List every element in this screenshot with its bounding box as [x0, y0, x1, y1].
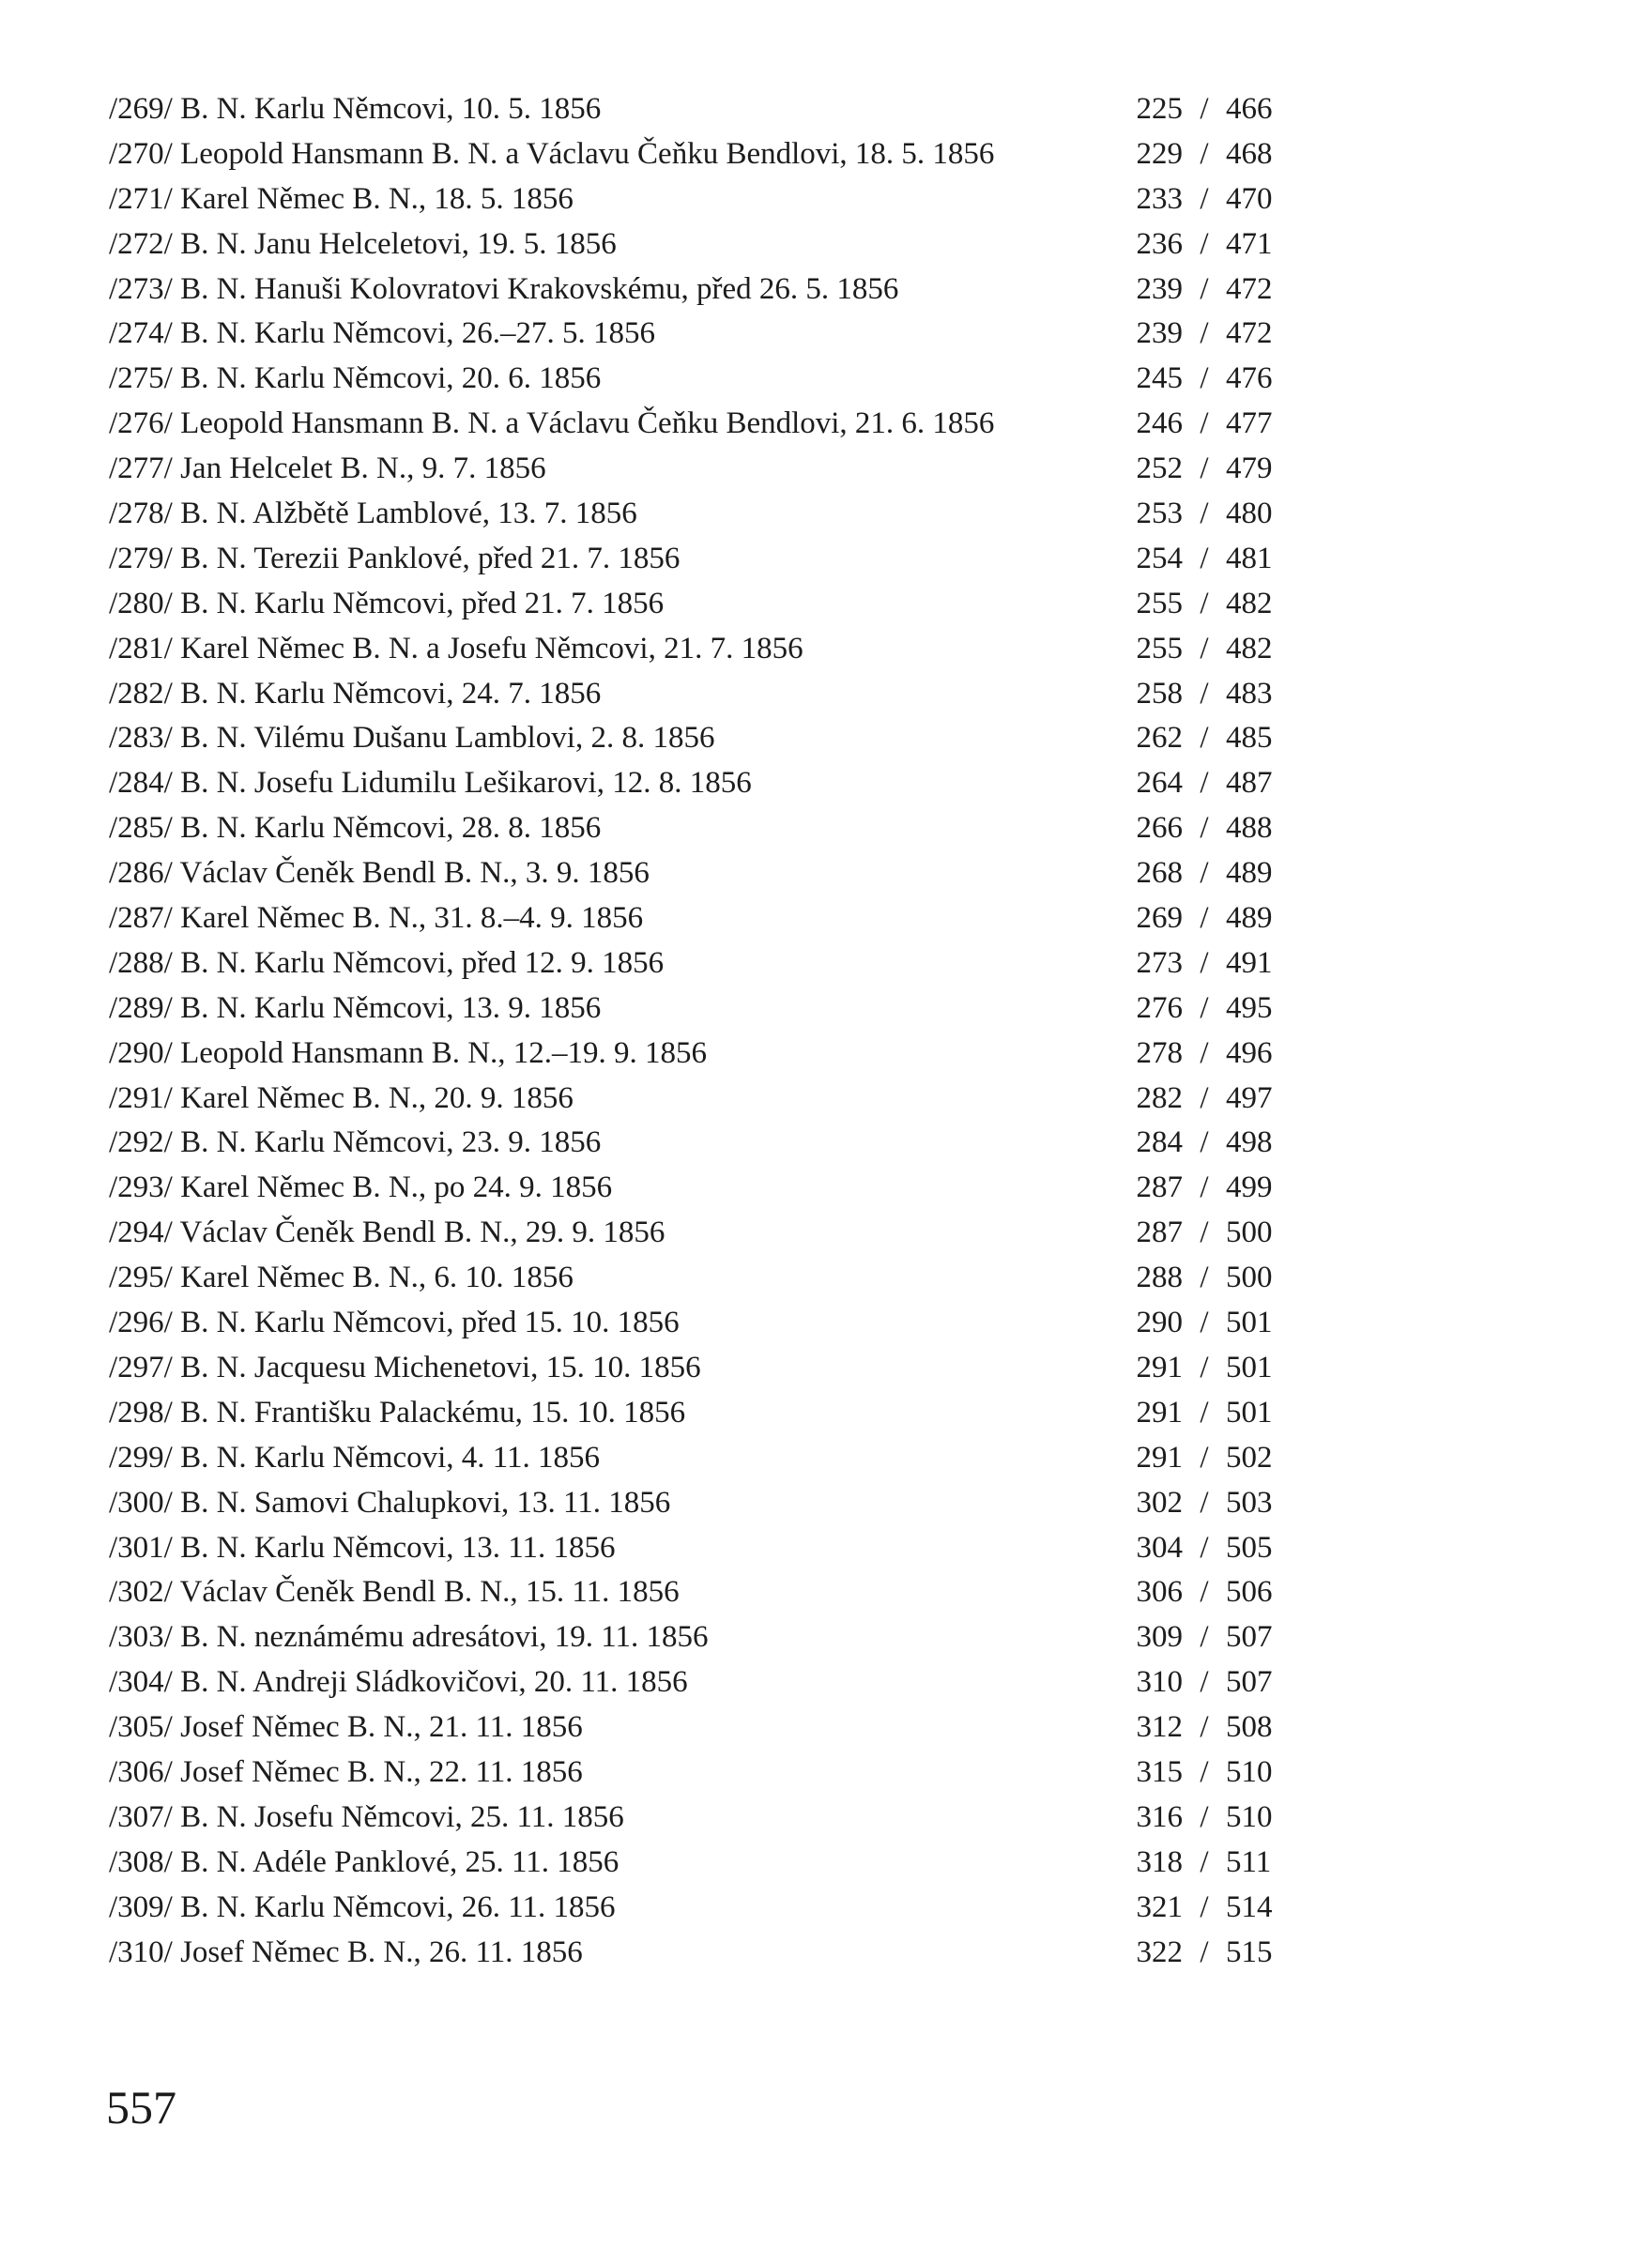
page-separator: /: [1200, 901, 1209, 936]
entry-page-commentary: 497: [1226, 1080, 1273, 1115]
entry-title: /303/ B. N. neznámému adresátovi, 19. 11. 1856: [109, 1620, 709, 1655]
entry-title: /292/ B. N. Karlu Němcovi, 23. 9. 1856: [109, 1125, 602, 1160]
page-separator: /: [1200, 1754, 1209, 1789]
entry-page-text: 310: [1136, 1665, 1183, 1700]
entry-title: /281/ Karel Němec B. N. a Josefu Němcovi, 21. 7. 1856: [109, 631, 803, 665]
entry-page-text: 318: [1136, 1844, 1183, 1879]
page-separator: /: [1200, 1080, 1209, 1115]
entry-page-commentary: 507: [1226, 1665, 1273, 1700]
toc-entry: [109, 672, 1282, 717]
entry-page-references: [1123, 447, 1282, 492]
toc-entry: [109, 1301, 1282, 1346]
entry-page-text: 321: [1136, 1889, 1183, 1924]
entry-page-references: [1123, 1660, 1282, 1705]
entry-title: /279/ B. N. Terezii Panklové, před 21. 7. 1856: [109, 541, 681, 575]
page-separator: /: [1200, 226, 1209, 261]
entry-page-text: 255: [1136, 586, 1183, 620]
entry-page-commentary: 503: [1226, 1485, 1273, 1520]
page-separator: /: [1200, 1170, 1209, 1205]
entry-page-references: [1123, 1211, 1282, 1256]
entry-page-references: [1123, 1570, 1282, 1615]
entry-page-references: [1123, 1526, 1282, 1571]
entry-page-commentary: 495: [1226, 990, 1273, 1025]
page-separator: /: [1200, 766, 1209, 801]
entry-page-commentary: 481: [1226, 541, 1273, 575]
toc-entry: [109, 627, 1282, 672]
entry-title: /299/ B. N. Karlu Němcovi, 4. 11. 1856: [109, 1440, 601, 1475]
entry-page-references: [1123, 1615, 1282, 1660]
page-separator: /: [1200, 586, 1209, 620]
page-separator: /: [1200, 1530, 1209, 1565]
entry-page-references: [1123, 1391, 1282, 1436]
entry-title: /310/ Josef Němec B. N., 26. 11. 1856: [109, 1935, 583, 1969]
entry-page-text: 304: [1136, 1530, 1183, 1565]
toc-entry: [109, 537, 1282, 582]
entry-page-references: [1123, 582, 1282, 627]
entry-title: /296/ B. N. Karlu Němcovi, před 15. 10. 1856: [109, 1306, 680, 1340]
toc-entry: [109, 1660, 1282, 1705]
entry-title: /289/ B. N. Karlu Němcovi, 13. 9. 1856: [109, 990, 602, 1025]
toc-entry: [109, 941, 1282, 986]
page-separator: /: [1200, 1261, 1209, 1295]
entry-title: /301/ B. N. Karlu Němcovi, 13. 11. 1856: [109, 1530, 616, 1565]
entry-page-references: [1123, 402, 1282, 447]
entry-page-references: [1123, 986, 1282, 1032]
entry-page-commentary: 471: [1226, 226, 1273, 261]
entry-page-references: [1123, 1166, 1282, 1211]
toc-entry: [109, 1256, 1282, 1301]
entry-title: /271/ Karel Němec B. N., 18. 5. 1856: [109, 181, 574, 216]
entry-title: /297/ B. N. Jacquesu Michenetovi, 15. 10. 1856: [109, 1350, 701, 1384]
page-separator: /: [1200, 361, 1209, 396]
entry-page-text: 266: [1136, 811, 1183, 846]
entry-page-text: 269: [1136, 901, 1183, 936]
entry-page-commentary: 501: [1226, 1306, 1273, 1340]
entry-page-commentary: 489: [1226, 901, 1273, 936]
entry-page-commentary: 472: [1226, 271, 1273, 306]
entry-title: /290/ Leopold Hansmann B. N., 12.–19. 9. 1856: [109, 1035, 708, 1070]
entry-page-commentary: 506: [1226, 1575, 1273, 1610]
entry-page-text: 287: [1136, 1216, 1183, 1250]
entry-page-text: 252: [1136, 451, 1183, 486]
entry-title: /275/ B. N. Karlu Němcovi, 20. 6. 1856: [109, 361, 602, 396]
entry-page-text: 291: [1136, 1395, 1183, 1430]
entry-title: /286/ Václav Čeněk Bendl B. N., 3. 9. 1856: [109, 856, 650, 891]
page-separator: /: [1200, 541, 1209, 575]
entry-page-references: [1123, 806, 1282, 851]
entry-page-text: 306: [1136, 1575, 1183, 1610]
entry-page-text: 268: [1136, 856, 1183, 891]
entry-page-commentary: 501: [1226, 1395, 1273, 1430]
toc-entry: [109, 1570, 1282, 1615]
page-separator: /: [1200, 1485, 1209, 1520]
entry-page-commentary: 468: [1226, 136, 1273, 171]
entry-page-text: 322: [1136, 1935, 1183, 1969]
page-separator: /: [1200, 1665, 1209, 1700]
entry-page-references: [1123, 1481, 1282, 1526]
entry-page-commentary: 485: [1226, 721, 1273, 756]
entry-title: /306/ Josef Němec B. N., 22. 11. 1856: [109, 1754, 583, 1789]
page-separator: /: [1200, 1216, 1209, 1250]
entry-page-references: [1123, 1931, 1282, 1976]
entry-page-text: 273: [1136, 945, 1183, 980]
entry-page-text: 233: [1136, 181, 1183, 216]
entry-page-commentary: 500: [1226, 1216, 1273, 1250]
toc-entry: [109, 1796, 1282, 1841]
entry-title: /270/ Leopold Hansmann B. N. a Václavu Čeňku Bendlovi, 18. 5. 1856: [109, 136, 995, 171]
entry-page-references: [1123, 492, 1282, 537]
toc-entry: [109, 222, 1282, 268]
toc-entry: [109, 1615, 1282, 1660]
entry-page-commentary: 480: [1226, 497, 1273, 531]
entry-page-commentary: 510: [1226, 1799, 1273, 1834]
page-separator: /: [1200, 631, 1209, 665]
toc-entry: [109, 1032, 1282, 1077]
entry-title: /304/ B. N. Andreji Sládkovičovi, 20. 11. 1856: [109, 1665, 688, 1700]
page-separator: /: [1200, 136, 1209, 171]
entry-page-references: [1123, 1301, 1282, 1346]
page-separator: /: [1200, 1395, 1209, 1430]
entry-title: /294/ Václav Čeněk Bendl B. N., 29. 9. 1856: [109, 1216, 665, 1250]
entry-page-commentary: 508: [1226, 1710, 1273, 1745]
entry-page-references: [1123, 177, 1282, 222]
entry-page-references: [1123, 1841, 1282, 1886]
entry-title: /300/ B. N. Samovi Chalupkovi, 13. 11. 1856: [109, 1485, 671, 1520]
page-separator: /: [1200, 316, 1209, 351]
entry-page-references: [1123, 672, 1282, 717]
entry-page-commentary: 501: [1226, 1350, 1273, 1384]
entry-page-text: 287: [1136, 1170, 1183, 1205]
entry-page-commentary: 476: [1226, 361, 1273, 396]
entry-page-commentary: 489: [1226, 856, 1273, 891]
page-separator: /: [1200, 1799, 1209, 1834]
toc-entry: [109, 1436, 1282, 1481]
entry-page-commentary: 483: [1226, 676, 1273, 711]
entry-title: /305/ Josef Němec B. N., 21. 11. 1856: [109, 1710, 583, 1745]
entry-page-commentary: 482: [1226, 586, 1273, 620]
toc-entry: [109, 1705, 1282, 1751]
entry-page-commentary: 505: [1226, 1530, 1273, 1565]
entry-page-text: 229: [1136, 136, 1183, 171]
entry-page-text: 225: [1136, 92, 1183, 126]
page-separator: /: [1200, 1620, 1209, 1655]
entry-page-text: 246: [1136, 406, 1183, 441]
entry-page-text: 262: [1136, 721, 1183, 756]
entry-page-references: [1123, 627, 1282, 672]
page-separator: /: [1200, 1125, 1209, 1160]
entry-title: /280/ B. N. Karlu Němcovi, před 21. 7. 1856: [109, 586, 665, 620]
entry-page-text: 288: [1136, 1261, 1183, 1295]
page-separator: /: [1200, 676, 1209, 711]
page-separator: /: [1200, 1350, 1209, 1384]
entry-title: /291/ Karel Němec B. N., 20. 9. 1856: [109, 1080, 574, 1115]
entry-page-text: 291: [1136, 1440, 1183, 1475]
page-separator: /: [1200, 406, 1209, 441]
toc-entry: [109, 896, 1282, 941]
entry-page-references: [1123, 1436, 1282, 1481]
entry-title: /298/ B. N. Františku Palackému, 15. 10. 1856: [109, 1395, 686, 1430]
entry-title: /283/ B. N. Vilému Dušanu Lamblovi, 2. 8. 1856: [109, 721, 715, 756]
page-separator: /: [1200, 497, 1209, 531]
entry-title: /288/ B. N. Karlu Němcovi, před 12. 9. 1856: [109, 945, 665, 980]
entry-page-text: 254: [1136, 541, 1183, 575]
entry-title: /276/ Leopold Hansmann B. N. a Václavu Čeňku Bendlovi, 21. 6. 1856: [109, 406, 995, 441]
entry-title: /285/ B. N. Karlu Němcovi, 28. 8. 1856: [109, 811, 602, 846]
entry-title: /277/ Jan Helcelet B. N., 9. 7. 1856: [109, 451, 546, 486]
page-separator: /: [1200, 721, 1209, 756]
entry-page-commentary: 499: [1226, 1170, 1273, 1205]
entry-page-references: [1123, 1077, 1282, 1122]
entry-page-references: [1123, 1796, 1282, 1841]
page-separator: /: [1200, 945, 1209, 980]
toc-entry: [109, 761, 1282, 806]
entry-page-commentary: 514: [1226, 1889, 1273, 1924]
entry-title: /274/ B. N. Karlu Němcovi, 26.–27. 5. 1856: [109, 316, 656, 351]
entry-page-text: 276: [1136, 990, 1183, 1025]
page-separator: /: [1200, 1935, 1209, 1969]
page-number: 557: [106, 2081, 176, 2133]
entry-title: /273/ B. N. Hanuši Kolovratovi Krakovskému, před 26. 5. 1856: [109, 271, 899, 306]
entry-page-references: [1123, 87, 1282, 132]
table-of-contents: [109, 87, 1282, 1975]
entry-title: /308/ B. N. Adéle Panklové, 25. 11. 1856: [109, 1844, 620, 1879]
toc-entry: [109, 986, 1282, 1032]
toc-entry: [109, 1346, 1282, 1391]
page-separator: /: [1200, 990, 1209, 1025]
entry-page-text: 309: [1136, 1620, 1183, 1655]
page-separator: /: [1200, 1889, 1209, 1924]
toc-entry: [109, 1166, 1282, 1211]
toc-entry: [109, 87, 1282, 132]
toc-entry: [109, 132, 1282, 177]
entry-page-commentary: 515: [1226, 1935, 1273, 1969]
entry-page-references: [1123, 312, 1282, 357]
toc-entry: [109, 716, 1282, 761]
entry-page-commentary: 500: [1226, 1261, 1273, 1295]
toc-entry: [109, 402, 1282, 447]
entry-page-text: 245: [1136, 361, 1183, 396]
page-separator: /: [1200, 1844, 1209, 1879]
entry-page-commentary: 511: [1226, 1844, 1272, 1879]
entry-page-references: [1123, 537, 1282, 582]
page-separator: /: [1200, 856, 1209, 891]
entry-title: /307/ B. N. Josefu Němcovi, 25. 11. 1856: [109, 1799, 624, 1834]
entry-page-text: 278: [1136, 1035, 1183, 1070]
entry-title: /284/ B. N. Josefu Lidumilu Lešikarovi, 12. 8. 1856: [109, 766, 752, 801]
entry-page-commentary: 466: [1226, 92, 1273, 126]
entry-page-text: 236: [1136, 226, 1183, 261]
entry-page-commentary: 510: [1226, 1754, 1273, 1789]
page-separator: /: [1200, 1710, 1209, 1745]
entry-page-references: [1123, 357, 1282, 402]
toc-entry: [109, 1481, 1282, 1526]
entry-page-commentary: 498: [1226, 1125, 1273, 1160]
toc-entry: [109, 1526, 1282, 1571]
entry-page-text: 258: [1136, 676, 1183, 711]
entry-page-text: 284: [1136, 1125, 1183, 1160]
page-separator: /: [1200, 92, 1209, 126]
entry-page-text: 239: [1136, 316, 1183, 351]
entry-page-text: 302: [1136, 1485, 1183, 1520]
entry-page-references: [1123, 851, 1282, 896]
toc-entry: [109, 1211, 1282, 1256]
page-separator: /: [1200, 1440, 1209, 1475]
entry-page-references: [1123, 268, 1282, 313]
entry-page-text: 312: [1136, 1710, 1183, 1745]
entry-page-commentary: 479: [1226, 451, 1273, 486]
entry-title: /278/ B. N. Alžbětě Lamblové, 13. 7. 1856: [109, 497, 637, 531]
entry-page-references: [1123, 1121, 1282, 1166]
entry-page-text: 282: [1136, 1080, 1183, 1115]
entry-title: /295/ Karel Němec B. N., 6. 10. 1856: [109, 1261, 574, 1295]
entry-page-commentary: 472: [1226, 316, 1273, 351]
toc-entry: [109, 1391, 1282, 1436]
entry-page-references: [1123, 761, 1282, 806]
toc-entry: [109, 1751, 1282, 1796]
entry-page-text: 255: [1136, 631, 1183, 665]
entry-page-commentary: 470: [1226, 181, 1273, 216]
toc-entry: [109, 1886, 1282, 1931]
page-separator: /: [1200, 181, 1209, 216]
page-separator: /: [1200, 451, 1209, 486]
entry-page-commentary: 507: [1226, 1620, 1273, 1655]
toc-entry: [109, 492, 1282, 537]
entry-page-references: [1123, 896, 1282, 941]
toc-entry: [109, 1121, 1282, 1166]
entry-page-text: 291: [1136, 1350, 1183, 1384]
page-separator: /: [1200, 1306, 1209, 1340]
entry-page-text: 264: [1136, 766, 1183, 801]
entry-page-references: [1123, 1705, 1282, 1751]
entry-title: /309/ B. N. Karlu Němcovi, 26. 11. 1856: [109, 1889, 616, 1924]
entry-page-commentary: 491: [1226, 945, 1273, 980]
entry-title: /272/ B. N. Janu Helceletovi, 19. 5. 1856: [109, 226, 617, 261]
entry-page-commentary: 487: [1226, 766, 1273, 801]
entry-page-text: 316: [1136, 1799, 1183, 1834]
entry-page-references: [1123, 716, 1282, 761]
entry-page-references: [1123, 222, 1282, 268]
toc-entry: [109, 447, 1282, 492]
entry-page-commentary: 496: [1226, 1035, 1273, 1070]
entry-page-references: [1123, 1886, 1282, 1931]
entry-page-references: [1123, 1032, 1282, 1077]
toc-entry: [109, 1841, 1282, 1886]
entry-title: /302/ Václav Čeněk Bendl B. N., 15. 11. 1856: [109, 1575, 680, 1610]
page-separator: /: [1200, 1575, 1209, 1610]
entry-page-text: 253: [1136, 497, 1183, 531]
toc-entry: [109, 357, 1282, 402]
entry-title: /282/ B. N. Karlu Němcovi, 24. 7. 1856: [109, 676, 602, 711]
toc-entry: [109, 268, 1282, 313]
toc-entry: [109, 1931, 1282, 1976]
toc-entry: [109, 806, 1282, 851]
toc-entry: [109, 312, 1282, 357]
entry-page-commentary: 477: [1226, 406, 1273, 441]
entry-title: /293/ Karel Němec B. N., po 24. 9. 1856: [109, 1170, 613, 1205]
entry-page-text: 239: [1136, 271, 1183, 306]
entry-page-commentary: 482: [1226, 631, 1273, 665]
entry-page-references: [1123, 132, 1282, 177]
toc-entry: [109, 851, 1282, 896]
toc-entry: [109, 177, 1282, 222]
page-separator: /: [1200, 811, 1209, 846]
entry-page-references: [1123, 1751, 1282, 1796]
toc-entry: [109, 582, 1282, 627]
page-separator: /: [1200, 271, 1209, 306]
entry-page-references: [1123, 1256, 1282, 1301]
entry-page-text: 315: [1136, 1754, 1183, 1789]
entry-page-commentary: 502: [1226, 1440, 1273, 1475]
entry-page-references: [1123, 1346, 1282, 1391]
entry-title: /287/ Karel Němec B. N., 31. 8.–4. 9. 1856: [109, 901, 644, 936]
page-separator: /: [1200, 1035, 1209, 1070]
entry-page-commentary: 488: [1226, 811, 1273, 846]
entry-title: /269/ B. N. Karlu Němcovi, 10. 5. 1856: [109, 92, 602, 126]
toc-entry: [109, 1077, 1282, 1122]
entry-page-text: 290: [1136, 1306, 1183, 1340]
entry-page-references: [1123, 941, 1282, 986]
